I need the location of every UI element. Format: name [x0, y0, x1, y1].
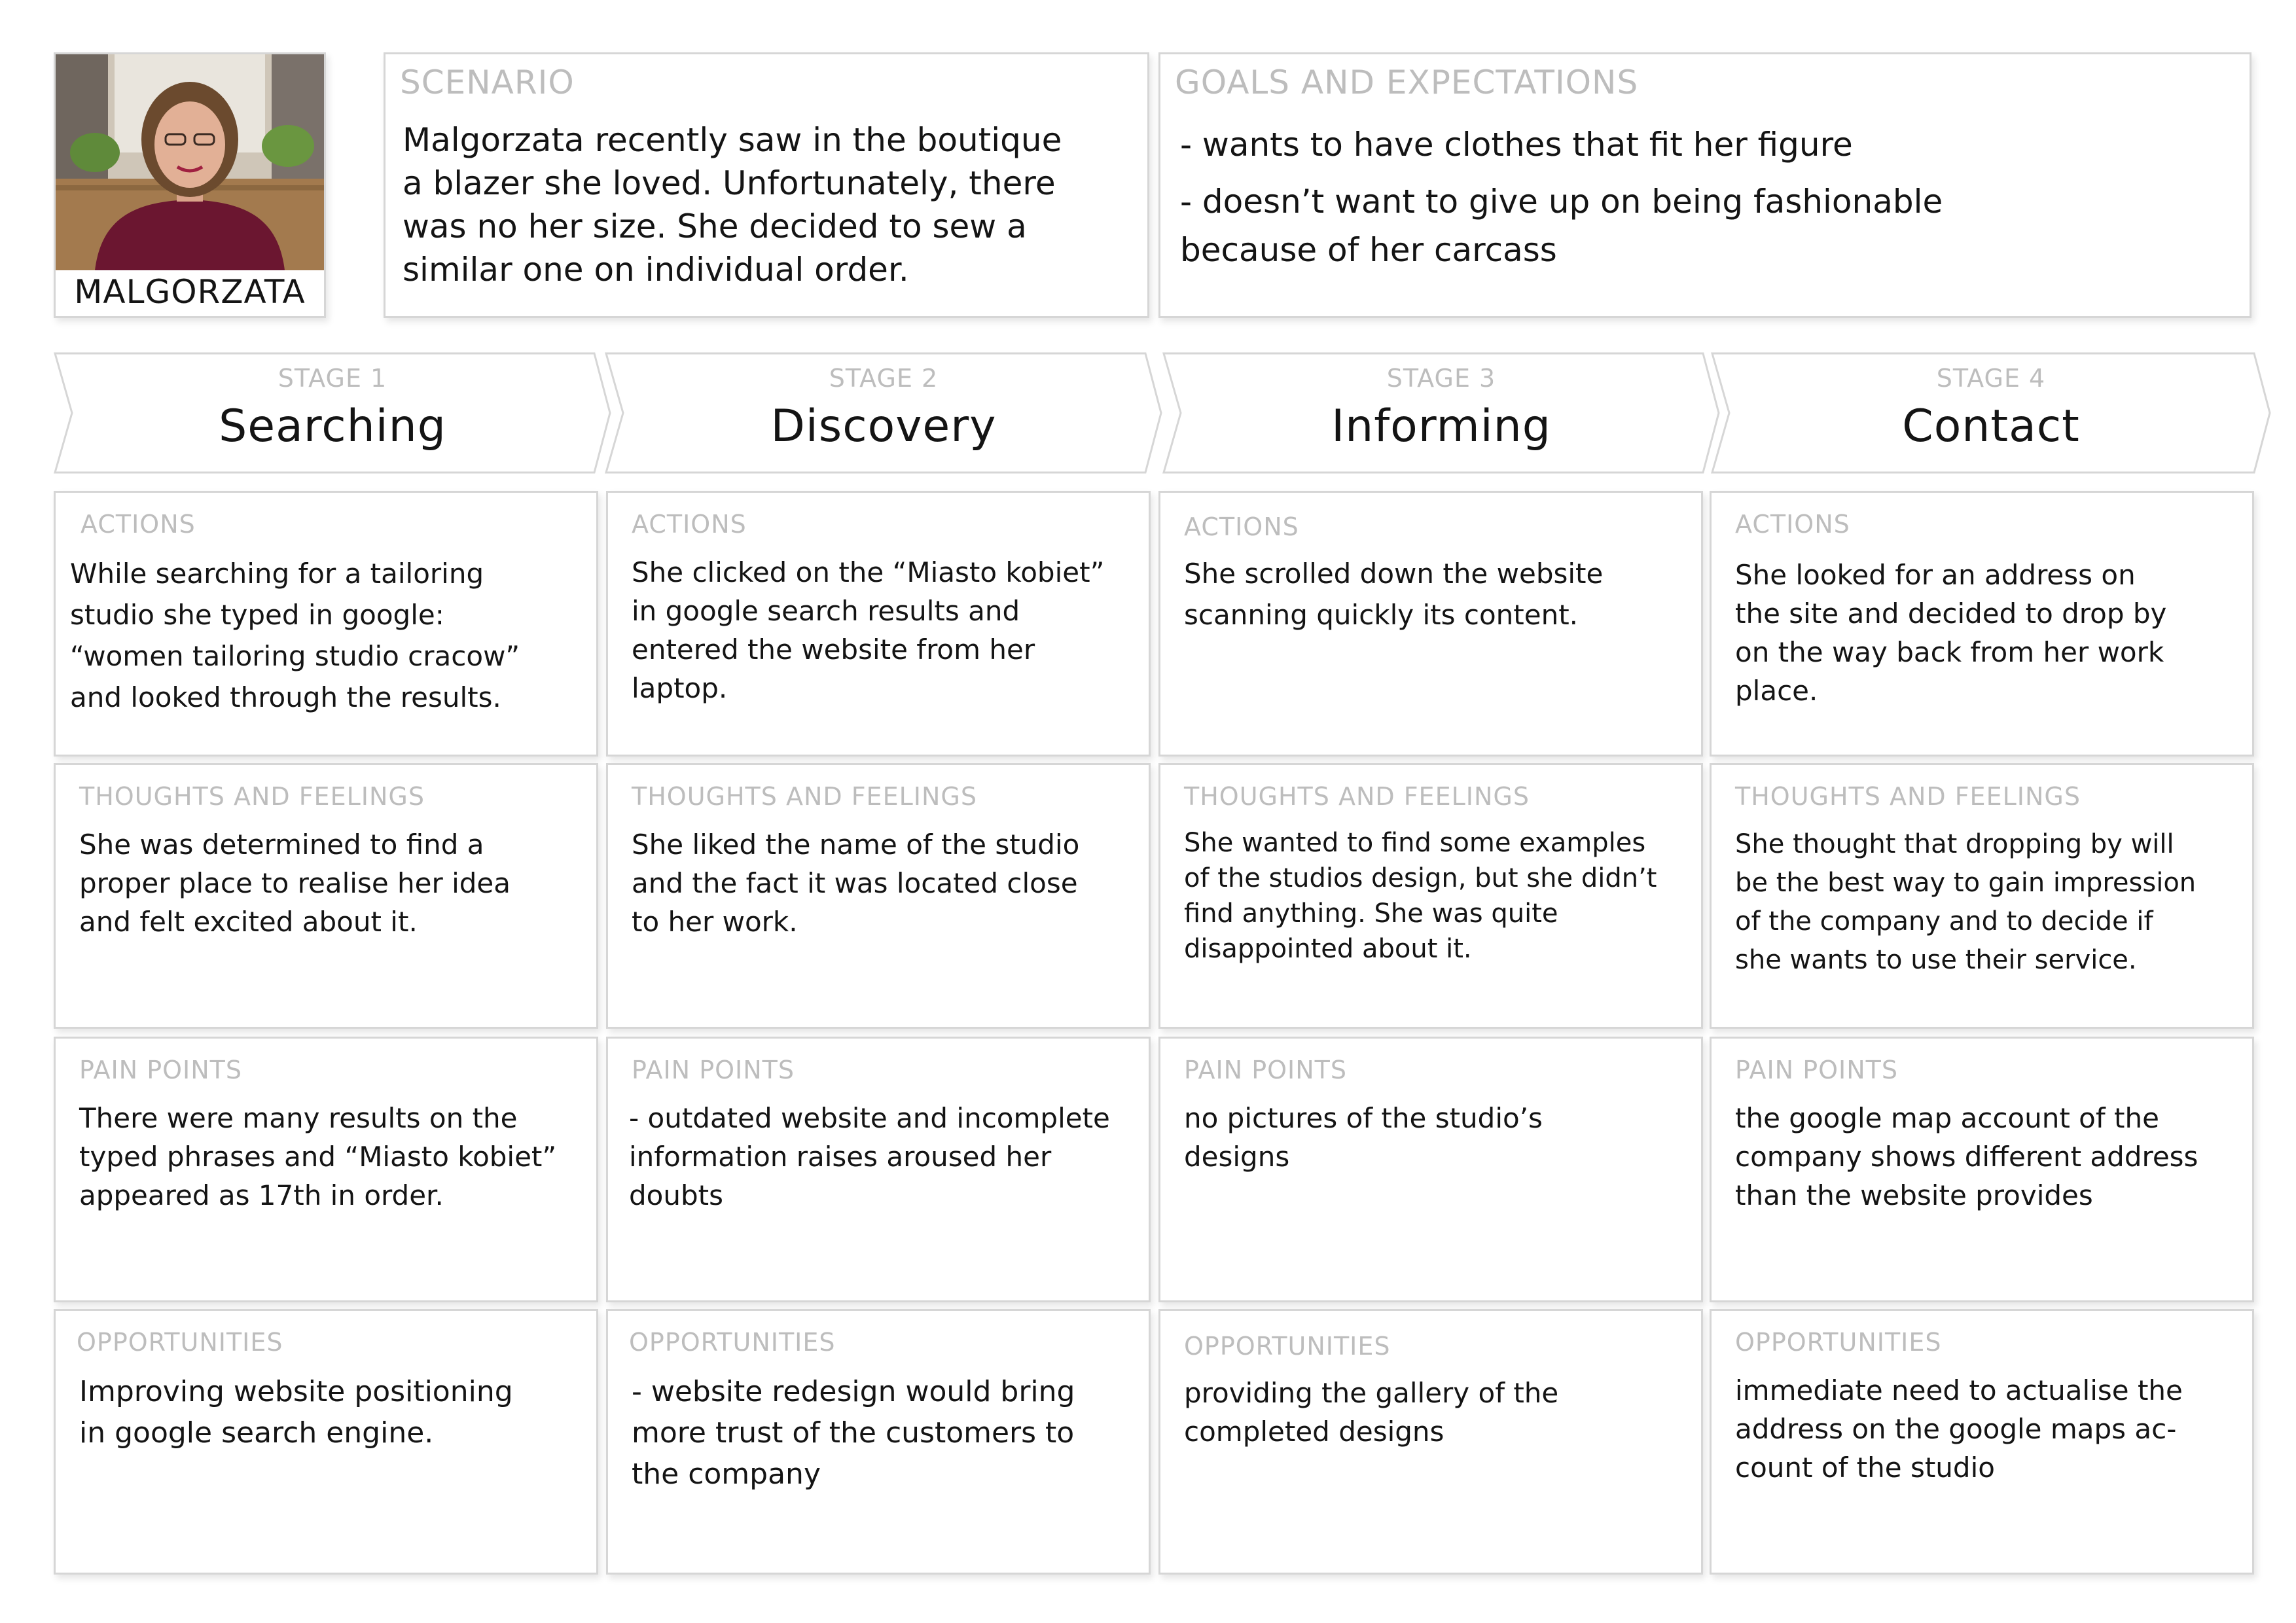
pain-text: no pictures of the studio’s designs [1184, 1102, 1543, 1173]
stage-1-header [54, 352, 611, 474]
actions-card-stage-4 [1710, 491, 2254, 757]
actions-card-stage-1 [54, 491, 598, 757]
stage-number: STAGE 3 [1386, 364, 1496, 393]
pain-text: - outdated website and incomplete information raises aroused her doubts [629, 1102, 1110, 1211]
opportunities-text: - website redesign would bring more trust of the customers to the company [632, 1375, 1075, 1491]
persona-card [54, 52, 326, 318]
stage-title: Informing [1331, 401, 1551, 452]
pain-label: PAIN POINTS [79, 1056, 242, 1084]
actions-label: ACTIONS [632, 510, 747, 539]
pain-card-stage-1 [54, 1037, 598, 1302]
pain-text: the google map account of the company shows different address than the website provides [1735, 1102, 2198, 1211]
pain-card-stage-4 [1710, 1037, 2254, 1302]
opportunities-label: OPPORTUNITIES [77, 1328, 283, 1357]
actions-text: While searching for a tailoring studio she typed in google: “women tailoring studio cracow” and looked through the results. [70, 558, 520, 713]
thoughts-label: THOUGHTS AND FEELINGS [79, 782, 425, 811]
stage-title: Discovery [770, 401, 997, 452]
thoughts-text: She thought that dropping by will be the best way to gain impression of the company and to decide if she wants to use their service. [1735, 829, 2197, 975]
thoughts-label: THOUGHTS AND FEELINGS [1735, 782, 2081, 811]
actions-text: She looked for an address on the site and decided to drop by on the way back from her work place. [1735, 559, 2167, 707]
thoughts-label: THOUGHTS AND FEELINGS [1184, 782, 1530, 811]
goals-label: GOALS AND EXPECTATIONS [1175, 63, 1639, 101]
stage-2-header [605, 352, 1162, 474]
thoughts-label: THOUGHTS AND FEELINGS [632, 782, 977, 811]
scenario-label: SCENARIO [400, 63, 575, 101]
actions-text: She clicked on the “Miasto kobiet” in google search results and entered the website from her laptop. [632, 556, 1105, 704]
actions-label: ACTIONS [1735, 510, 1850, 539]
stage-title: Contact [1902, 401, 2080, 452]
opportunities-text: providing the gallery of the completed designs [1184, 1377, 1559, 1448]
pain-label: PAIN POINTS [1184, 1056, 1347, 1084]
goal-item: - wants to have clothes that fit her figure [1180, 126, 1853, 164]
scenario-card [384, 52, 1149, 318]
thoughts-text: She liked the name of the studio and the fact it was located close to her work. [632, 829, 1080, 938]
pain-label: PAIN POINTS [1735, 1056, 1898, 1084]
actions-card-stage-2 [606, 491, 1151, 757]
opportunities-label: OPPORTUNITIES [1735, 1328, 1942, 1357]
persona-photo-image [56, 54, 324, 270]
actions-text: She scrolled down the website scanning quickly its content. [1184, 558, 1604, 631]
stage-4-header [1711, 352, 2271, 474]
thoughts-text: She wanted to find some examples of the studios design, but she didn’t find anything. She was quite disappointed about it. [1184, 828, 1657, 964]
goals-card [1158, 52, 2251, 318]
opportunities-text: immediate need to actualise the address on the google maps ac- count of the studio [1735, 1374, 2183, 1484]
thoughts-text: She was determined to find a proper place to realise her idea and felt excited about it. [79, 829, 511, 938]
thoughts-card-stage-1 [54, 763, 598, 1029]
opportunities-card-stage-2 [606, 1309, 1151, 1575]
opportunities-card-stage-4 [1710, 1309, 2254, 1575]
opportunities-text: Improving website positioning in google search engine. [79, 1375, 513, 1450]
stage-number: STAGE 4 [1936, 364, 2046, 393]
stage-3-header [1162, 352, 1720, 474]
actions-label: ACTIONS [81, 510, 196, 539]
opportunities-card-stage-1 [54, 1309, 598, 1575]
opportunities-label: OPPORTUNITIES [629, 1328, 836, 1357]
actions-card-stage-3 [1158, 491, 1703, 757]
scenario-text: Malgorzata recently saw in the boutique a blazer she loved. Unfortunately, there was no her size. She decided to sew a similar one on individual order. [403, 121, 1062, 289]
persona-name: MALGORZATA [74, 273, 306, 311]
thoughts-card-stage-3 [1158, 763, 1703, 1029]
pain-text: There were many results on the typed phrases and “Miasto kobiet” appeared as 17th in order. [79, 1102, 557, 1211]
thoughts-card-stage-2 [606, 763, 1151, 1029]
opportunities-card-stage-3 [1158, 1309, 1703, 1575]
pain-card-stage-3 [1158, 1037, 1703, 1302]
persona-photo [56, 54, 324, 270]
opportunities-label: OPPORTUNITIES [1184, 1332, 1391, 1361]
stage-title: Searching [219, 401, 446, 452]
pain-card-stage-2 [606, 1037, 1151, 1302]
thoughts-card-stage-4 [1710, 763, 2254, 1029]
stage-number: STAGE 2 [829, 364, 939, 393]
actions-label: ACTIONS [1184, 512, 1299, 541]
pain-label: PAIN POINTS [632, 1056, 795, 1084]
stage-number: STAGE 1 [278, 364, 387, 393]
goal-item: - doesn’t want to give up on being fashionable because of her carcass [1180, 183, 1943, 269]
